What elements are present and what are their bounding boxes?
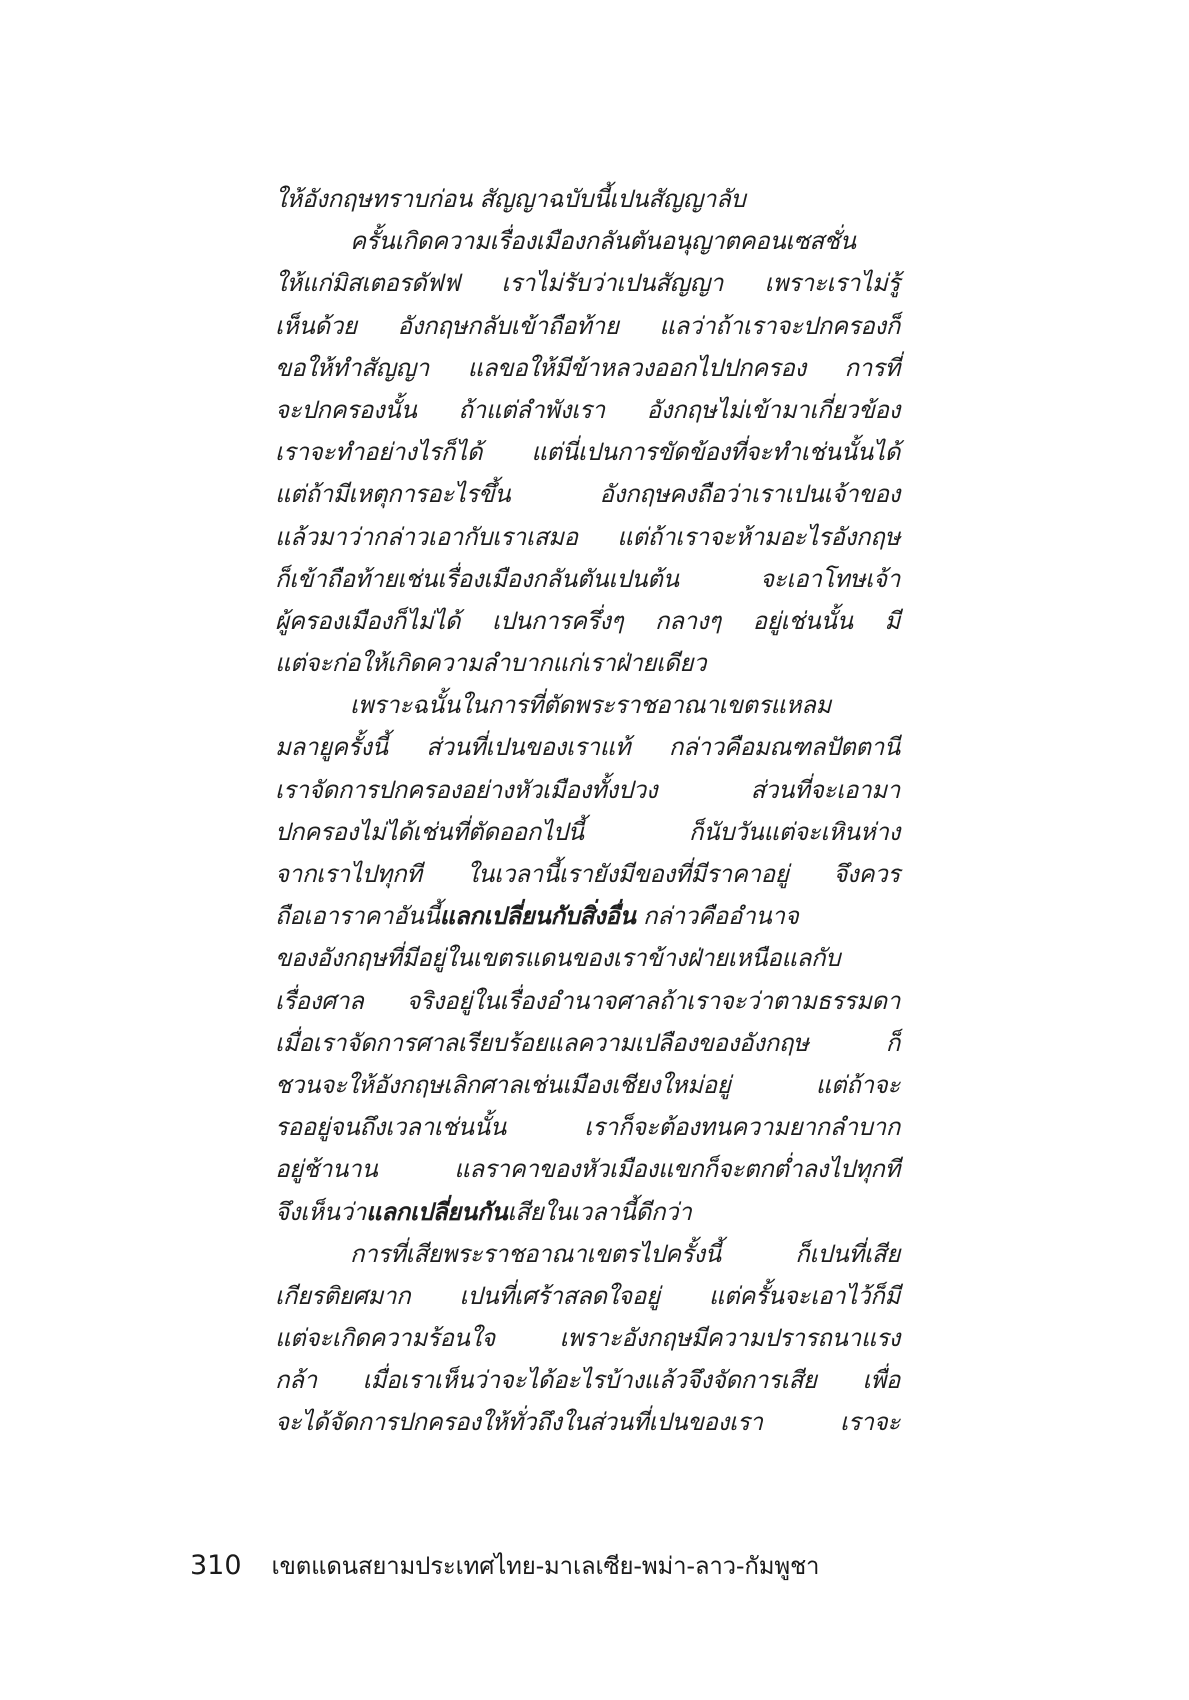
text-line <box>275 1191 900 1233</box>
text-segment: กล่าวคืออำนาจ <box>635 902 799 931</box>
text-line: ขอให้ทำสัญญา แลขอให้มีข้าหลวงออกไปปกครอง การที่ <box>275 353 900 382</box>
text-segment: จึงเห็นว่า <box>275 1197 367 1226</box>
text-line: กล้า เมื่อเราเห็นว่าจะได้อะไรบ้างแล้วจึงจัดการเสีย เพื่อ <box>275 1366 900 1395</box>
text-line <box>275 895 900 937</box>
text-line: จะปกครองนั้น ถ้าแต่ลำพังเรา อังกฤษไม่เข้ามาเกี่ยวข้อง <box>275 395 900 424</box>
text-line: แต่จะเกิดความร้อนใจ เพราะอังกฤษมีความปรารถนาแรง <box>275 1324 900 1353</box>
text-line: เมื่อเราจัดการศาลเรียบร้อยแลความเปลืองของอังกฤษ ก็ <box>275 1028 900 1057</box>
text-line: เกียรติยศมาก เปนที่เศร้าสลดใจอยู่ แต่ครั้นจะเอาไว้ก็มี <box>275 1281 900 1310</box>
page-number: 310 <box>190 1550 242 1581</box>
text-segment: เสียในเวลานี้ดีกว่า <box>507 1197 692 1226</box>
text-line: ผู้ครองเมืองก็ไม่ได้ เปนการครึ่งๆ กลางๆ อยู่เช่นนั้น มี <box>275 606 900 635</box>
text-line: การที่เสียพระราชอาณาเขตรไปครั้งนี้ ก็เปนที่เสีย <box>350 1239 900 1268</box>
text-line: เราจัดการปกครองอย่างหัวเมืองทั้งปวง ส่วนที่จะเอามา <box>275 775 900 804</box>
text-line: แล้วมาว่ากล่าวเอากับเราเสมอ แต่ถ้าเราจะห้ามอะไรอังกฤษ <box>275 522 900 551</box>
text-line: ครั้นเกิดความเรื่องเมืองกลันตันอนุญาตคอนเซสชั่น <box>350 227 856 256</box>
text-line: เราจะทำอย่างไรก็ได้ แต่นี่เปนการขัดข้องที่จะทำเช่นนั้นได้ <box>275 438 900 467</box>
text-line: แต่จะก่อให้เกิดความลำบากแก่เราฝ่ายเดียว <box>275 649 707 678</box>
emphasized-phrase: แลกเปลี่ยนกัน <box>366 1197 508 1226</box>
text-line: รออยู่จนถึงเวลาเช่นนั้น เราก็จะต้องทนความยากลำบาก <box>275 1113 900 1142</box>
page-footer <box>190 1546 910 1585</box>
text-line: ชวนจะให้อังกฤษเลิกศาลเช่นเมืองเชียงใหม่อยู่ แต่ถ้าจะ <box>275 1070 900 1099</box>
text-line: ของอังกฤษที่มีอยู่ในเขตรแดนของเราข้างฝ่ายเหนือแลกับ <box>275 944 841 973</box>
text-line: จะได้จัดการปกครองให้ทั่วถึงในส่วนที่เปนของเรา เราจะ <box>275 1408 900 1437</box>
text-line: เพราะฉนั้นในการที่ตัดพระราชอาณาเขตรแหลม <box>350 691 832 720</box>
text-line: ให้แก่มิสเตอรดัฟฟ เราไม่รับว่าเปนสัญญา เพราะเราไม่รู้ <box>275 269 900 298</box>
body-text <box>275 178 900 1444</box>
running-title: เขตแดนสยามประเทศไทย-มาเลเซีย-พม่า-ลาว-กัมพูชา <box>271 1552 820 1580</box>
text-line: เรื่องศาล จริงอยู่ในเรื่องอำนาจศาลถ้าเราจะว่าตามธรรมดา <box>275 986 900 1015</box>
text-line: อยู่ช้านาน แลราคาของหัวเมืองแขกก็จะตกต่ำลงไปทุกที <box>275 1155 900 1184</box>
text-line: ก็เข้าถือท้ายเช่นเรื่องเมืองกลันตันเปนต้น จะเอาโทษเจ้า <box>275 564 900 593</box>
text-line: เห็นด้วย อังกฤษกลับเข้าถือท้าย แลว่าถ้าเราจะปกครองก็ <box>275 311 900 340</box>
text-line: ให้อังกฤษทราบก่อน สัญญาฉบับนี้เปนสัญญาลับ <box>275 185 746 213</box>
text-line: จากเราไปทุกที ในเวลานี้เรายังมีของที่มีราคาอยู่ จึงควร <box>275 860 900 888</box>
text-segment: ถือเอาราคาอันนี้ <box>275 902 440 931</box>
emphasized-phrase: แลกเปลี่ยนกับสิ่งอื่น <box>439 902 636 931</box>
text-line: แต่ถ้ามีเหตุการอะไรขึ้น อังกฤษคงถือว่าเราเปนเจ้าของ <box>275 480 900 509</box>
text-line: มลายูครั้งนี้ ส่วนที่เปนของเราแท้ กล่าวคือมณฑลปัตตานี <box>275 733 900 762</box>
text-line: ปกครองไม่ได้เช่นที่ตัดออกไปนี้ ก็นับวันแต่จะเหินห่าง <box>275 817 900 846</box>
